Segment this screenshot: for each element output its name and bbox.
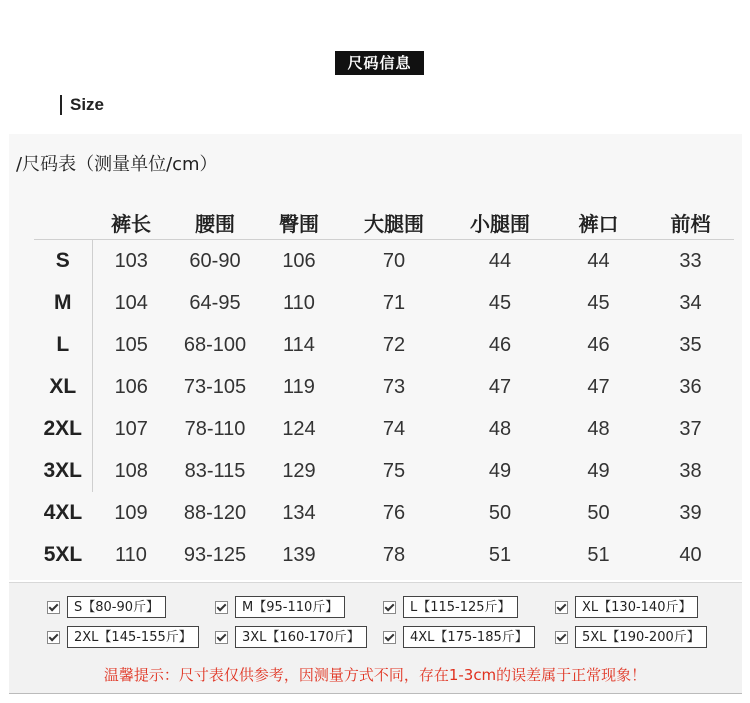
table-cell: 83-115: [184, 459, 246, 482]
table-cell: 37: [679, 417, 702, 440]
checkbox-icon: [383, 631, 396, 644]
weight-label: L【115-125斤】: [403, 596, 518, 618]
weight-option: [383, 596, 518, 618]
size-heading-text: Size: [70, 95, 105, 114]
table-cell: 48: [587, 417, 610, 440]
table-cell: 105: [92, 324, 170, 366]
table-cell: 74: [382, 417, 406, 440]
notice-text: 温馨提示：尺寸表仅供参考，因测量方式不同，存在1-3cm的误差属于正常现象！: [103, 666, 647, 684]
table-cell: 129: [282, 459, 316, 482]
size-cell: 2XL: [43, 417, 82, 440]
table-cell: 38: [679, 459, 702, 482]
table-cell: 104: [92, 282, 170, 324]
table-cell: 106: [282, 249, 316, 272]
table-cell: 44: [488, 249, 512, 272]
table-cell: 71: [382, 291, 406, 314]
table-row: [34, 408, 734, 450]
size-cell: 3XL: [43, 459, 82, 482]
checkbox-icon: [215, 601, 228, 614]
table-cell: 64-95: [189, 291, 241, 314]
size-cell: M: [54, 291, 72, 314]
table-cell: 78: [382, 543, 406, 566]
weight-option: [383, 626, 535, 648]
table-cell: 68-100: [183, 333, 247, 356]
section-badge: 尺码信息: [335, 51, 424, 75]
table-cell: 72: [382, 333, 406, 356]
table-row: [34, 450, 734, 492]
weight-label: XL【130-140斤】: [575, 596, 698, 618]
weight-label: 2XL【145-155斤】: [67, 626, 199, 648]
table-cell: 50: [488, 501, 512, 524]
table-cell: 35: [679, 333, 702, 356]
weight-option: [47, 626, 199, 648]
table-header-cell: 裤口: [550, 205, 647, 240]
table-cell: 110: [115, 543, 147, 566]
table-header-row: [34, 205, 734, 240]
table-cell: 119: [283, 375, 315, 398]
checkbox-icon: [215, 631, 228, 644]
table-cell: 139: [282, 543, 316, 566]
table-cell: 78-110: [184, 417, 246, 440]
table-cell: 108: [92, 450, 170, 492]
table-cell: 39: [679, 501, 702, 524]
table-cell: 44: [587, 249, 610, 272]
checkbox-icon: [383, 601, 396, 614]
size-cell: L: [56, 333, 70, 356]
table-header-cell: 腰围: [170, 205, 260, 240]
table-cell: 60-90: [189, 249, 241, 272]
weight-label: M【95-110斤】: [235, 596, 345, 618]
size-table: [34, 205, 734, 576]
table-header-cell: 小腿围: [450, 205, 550, 240]
table-cell: 33: [679, 249, 702, 272]
table-cell: 110: [283, 291, 315, 314]
table-cell: 36: [679, 375, 702, 398]
table-header-cell: 前档: [647, 205, 734, 240]
table-header-corner: [34, 205, 92, 240]
table-row: [34, 324, 734, 366]
table-cell: 107: [92, 408, 170, 450]
checkbox-icon: [555, 631, 568, 644]
weight-label: 3XL【160-170斤】: [235, 626, 367, 648]
size-heading: [60, 94, 104, 116]
table-cell: 93-125: [183, 543, 247, 566]
size-cell: XL: [49, 375, 77, 398]
table-cell: 47: [488, 375, 512, 398]
table-cell: 34: [679, 291, 702, 314]
table-cell: 49: [488, 459, 512, 482]
table-row: [34, 282, 734, 324]
weight-label: 5XL【190-200斤】: [575, 626, 707, 648]
checkbox-icon: [555, 601, 568, 614]
table-cell: 103: [92, 240, 170, 283]
table-cell: 46: [488, 333, 512, 356]
table-header-cell: 大腿围: [338, 205, 450, 240]
table-cell: 76: [382, 501, 406, 524]
weight-option: [555, 596, 698, 618]
weight-option: [555, 626, 707, 648]
checkbox-icon: [47, 631, 60, 644]
table-cell: 45: [587, 291, 610, 314]
table-cell: 51: [587, 543, 610, 566]
table-cell: 88-120: [183, 501, 247, 524]
weight-option: [215, 596, 345, 618]
checkbox-icon: [47, 601, 60, 614]
table-cell: 134: [282, 501, 316, 524]
table-cell: 47: [587, 375, 610, 398]
table-header-cell: 裤长: [92, 205, 170, 240]
weight-option: [47, 596, 166, 618]
table-cell: 51: [488, 543, 512, 566]
table-cell: 40: [679, 543, 702, 566]
table-cell: 46: [587, 333, 610, 356]
weight-option: [215, 626, 367, 648]
table-header-cell: 臀围: [260, 205, 338, 240]
table-cell: 70: [382, 249, 406, 272]
table-cell: 73: [382, 375, 406, 398]
table-row: [34, 366, 734, 408]
table-cell: 50: [587, 501, 610, 524]
heading-bar: [60, 95, 62, 115]
table-cell: 106: [92, 366, 170, 408]
table-cell: 109: [114, 501, 148, 524]
size-cell: S: [55, 249, 70, 272]
table-cell: 75: [382, 459, 406, 482]
size-cell: 5XL: [43, 543, 83, 566]
table-cell: 124: [282, 417, 316, 440]
table-row: [34, 240, 734, 283]
table-row: [34, 534, 734, 576]
table-cell: 48: [488, 417, 512, 440]
table-cell: 45: [488, 291, 512, 314]
weight-label: S【80-90斤】: [67, 596, 166, 618]
table-cell: 73-105: [183, 375, 247, 398]
size-chart-title: /尺码表（测量单位/cm）: [16, 154, 218, 175]
table-cell: 49: [587, 459, 610, 482]
table-row: [34, 492, 734, 534]
table-cell: 114: [283, 333, 315, 356]
weight-label: 4XL【175-185斤】: [403, 626, 535, 648]
size-cell: 4XL: [43, 501, 83, 524]
